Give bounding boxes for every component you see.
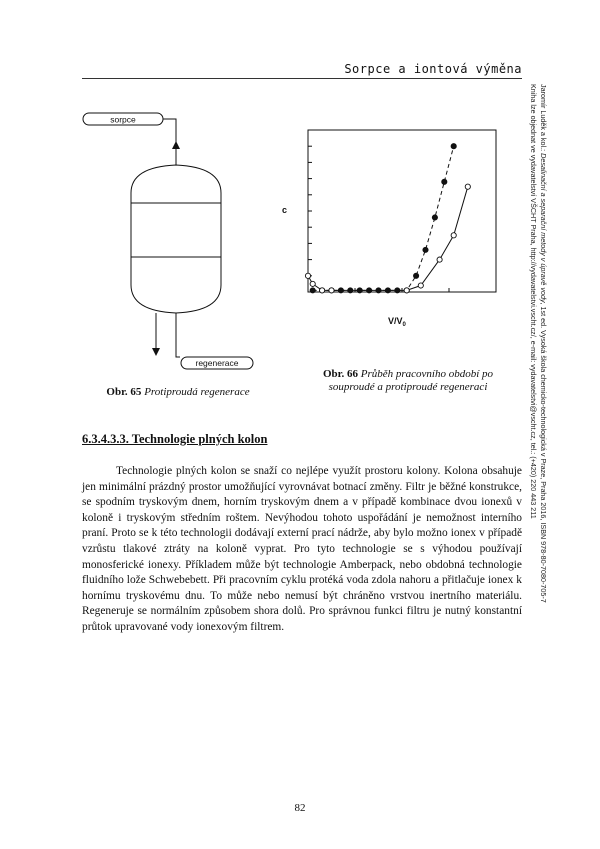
citation-authors: Jaromír Luděk a kol.: (539, 84, 548, 154)
figure-66-caption-line-1 (292, 368, 524, 381)
figure-65-title: Protiproudá regenerace (144, 386, 250, 398)
series-1-point (442, 179, 447, 184)
series-2-point (320, 288, 325, 293)
series-1-point (432, 215, 437, 220)
citation-publisher: , 1st ed. Vysoká škola chemicko-technologická v Praze, Praha 2016, ISBN 978-80-7080-705-7 (539, 302, 548, 603)
page-number: 82 (294, 802, 306, 814)
y-axis-label: c (282, 205, 288, 215)
sorpce-inlet-line (163, 119, 176, 165)
figure-65-number: Obr. 65 (106, 386, 142, 398)
figure-66-number: Obr. 66 (322, 368, 358, 380)
series-2-point (310, 281, 315, 286)
bottom-outlet-arrowhead (152, 348, 160, 356)
figure-66-caption (292, 368, 524, 394)
plot-frame (308, 130, 496, 292)
x-axis-label-main: V/V (388, 316, 403, 326)
citation-line-2: Kniha lze objednat ve vydavatelství VŠCHT Praha, http://vydavatelstvi.vscht.cz/, e-mail: vydavatelstvi@vscht.cz, tel.: (+420) 220 443 211 (529, 84, 538, 519)
series-2-point (437, 257, 442, 262)
regenerace-label: regenerace (195, 358, 239, 368)
figure-66-chart (272, 120, 512, 330)
figure-66-title-1: Průběh pracovního období po (360, 368, 494, 380)
series-1-point (414, 273, 419, 278)
series-1-point (451, 144, 456, 149)
section-heading: 6.3.4.3.3. Technologie plných kolon (82, 432, 268, 446)
series-1-point (310, 288, 315, 293)
sorpce-label: sorpce (110, 114, 136, 125)
regenerace-inlet-line (176, 313, 180, 357)
body-paragraph: Technologie plných kolon se snaží co nejlépe využít prostoru kolony. Kolona obsahuje jen minimální prázdný prostor umožňující vyrovnávat botnací změny. Filtr je běžné konstrukce, se spodním tryskovým dnem, horním tryskovým dnem a v případě kombinace dvou ionexů v koloně i tryskovým středním roštem. Nevýhodou tohoto uspořádání je nemožnost interního praní. Proto se k této technologii dodávají externí prací nádrže, aby bylo možno ionex v případě vzrůstu tlakové ztráty na koloně vyprat. Pro tyto technologie se s výhodou používají monosferické ionexy. Příkladem může být technologie Amberpack, nebo obdobná technologie fluidního lože Schwebebett. Při pracovním cyklu protéká voda zdola nahoru a přitlačuje ionex k hornímu tryskovému dnu. To může nebo nemusí být chráněno vrstvou inertního materiálu. Regeneruje se normálním způsobem shora dolů. Pro správnou funkci filtru je nutný konstantní průtok upravované vody ionexovým filtrem. (82, 465, 522, 633)
series-2-line (308, 187, 468, 291)
figure-66-caption-line-2 (292, 381, 524, 394)
citation-book-title: Desalinační a separační metody v úpravě vody (539, 153, 548, 303)
series-2-point (305, 273, 310, 278)
figure-65-diagram (78, 105, 268, 375)
series-2-point (404, 288, 409, 293)
series-2-point (329, 288, 334, 293)
citation-line-1 (538, 84, 548, 654)
x-axis-label-subscript: 0 (402, 322, 406, 328)
figure-66-title-2: souproudé a protiproudé regeneraci (328, 381, 488, 393)
figure-65-caption (78, 386, 278, 398)
side-citation (528, 84, 548, 654)
series-2-point (418, 283, 423, 288)
x-axis-label (388, 316, 407, 328)
running-header: Sorpce a iontová výměna (344, 62, 522, 76)
series-2-point (465, 184, 470, 189)
body-text (82, 464, 522, 636)
series-2-point (451, 233, 456, 238)
series-1-point (423, 247, 428, 252)
header-rule (82, 78, 522, 79)
column-vessel (131, 165, 221, 313)
